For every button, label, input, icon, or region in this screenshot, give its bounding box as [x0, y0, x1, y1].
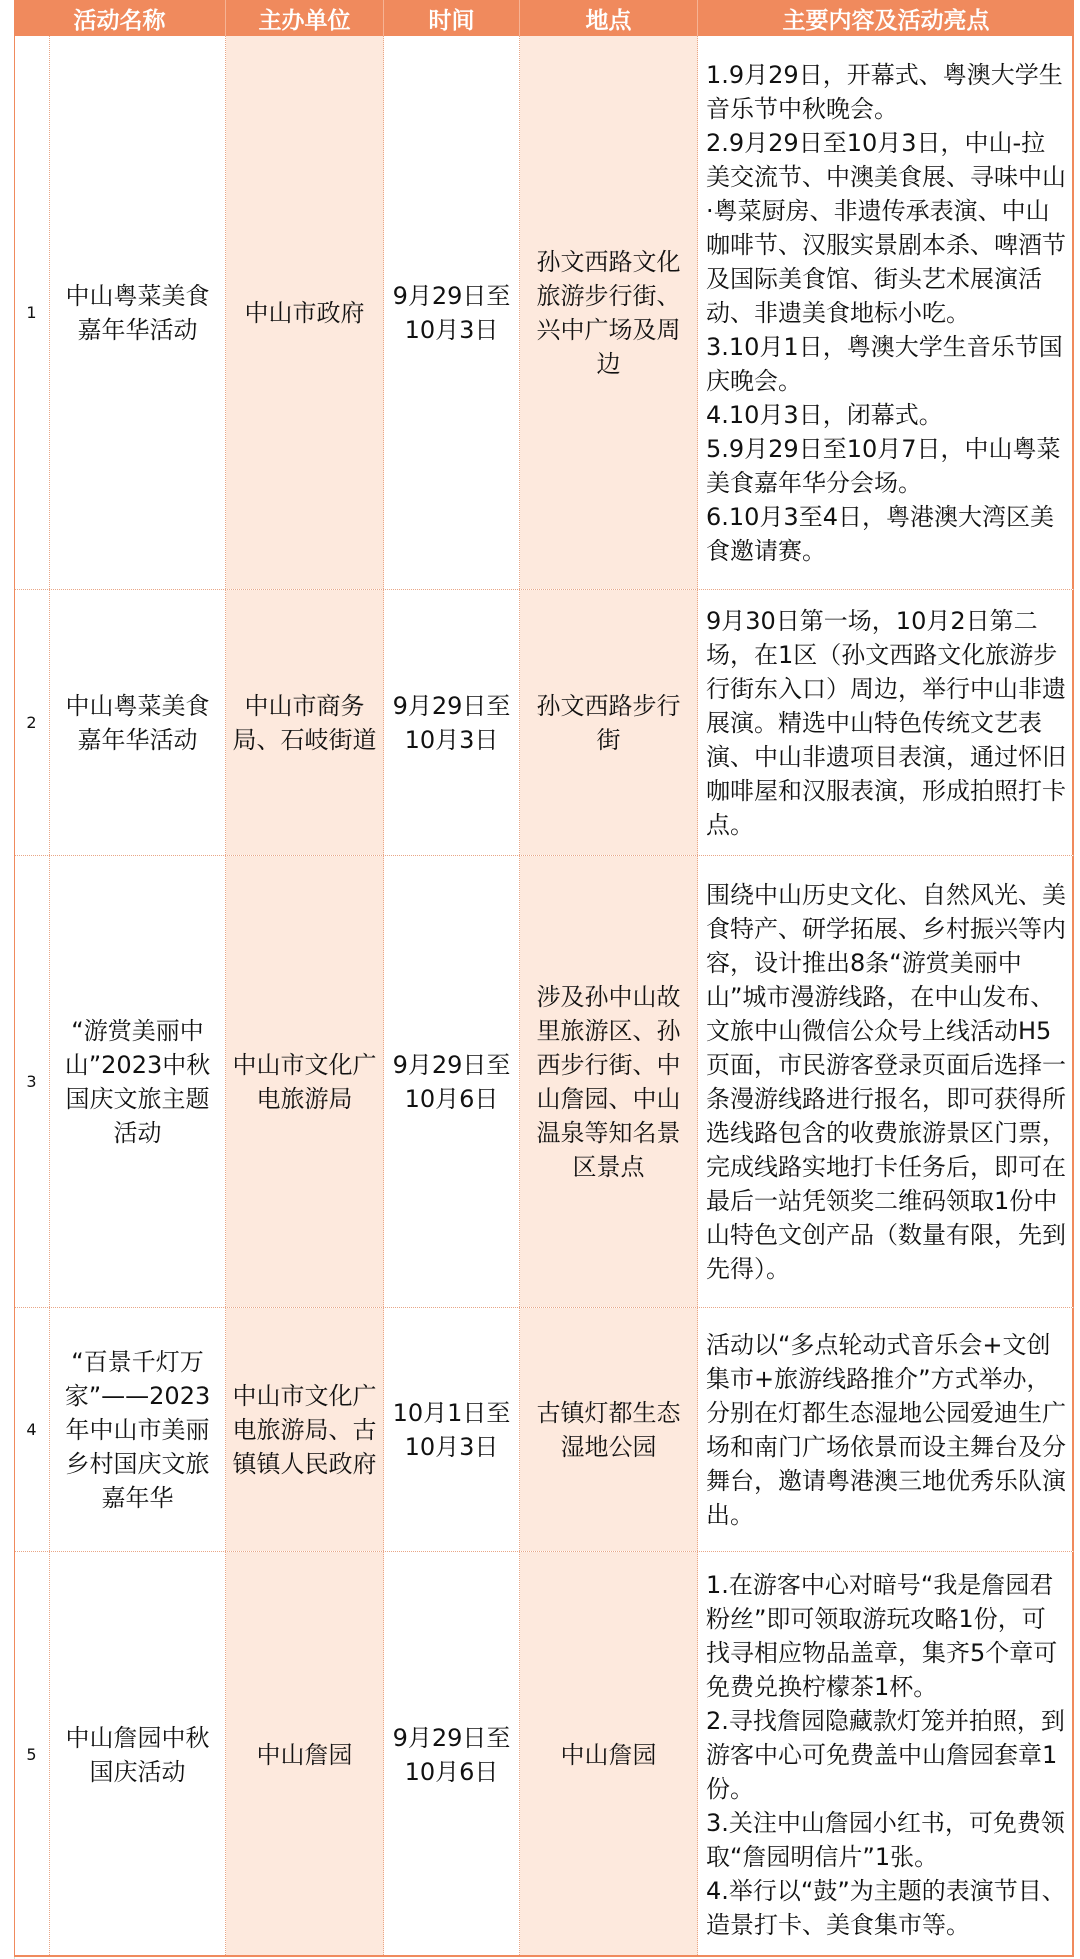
time: 9月29日至10月3日	[384, 36, 520, 589]
organizer: 中山市政府	[226, 36, 384, 589]
place: 孙文西路步行街	[520, 590, 698, 855]
content	[698, 590, 1074, 855]
activity-name: “百景千灯万家”——2023年中山市美丽乡村国庆文旅嘉年华	[50, 1308, 226, 1551]
activity-name: “游赏美丽中山”2023中秋国庆文旅主题活动	[50, 856, 226, 1307]
table-row	[14, 590, 1074, 856]
row-index: 1	[14, 36, 50, 589]
header-time: 时间	[384, 0, 520, 36]
activity-name: 中山粤菜美食嘉年华活动	[50, 590, 226, 855]
table-row	[14, 1552, 1074, 1957]
organizer: 中山詹园	[226, 1552, 384, 1957]
place: 涉及孙中山故里旅游区、孙西步行街、中山詹园、中山温泉等知名景区景点	[520, 856, 698, 1307]
time: 10月1日至10月3日	[384, 1308, 520, 1551]
time: 9月29日至10月3日	[384, 590, 520, 855]
header-place: 地点	[520, 0, 698, 36]
content	[698, 36, 1074, 589]
activity-name: 中山粤菜美食嘉年华活动	[50, 36, 226, 589]
table-header	[14, 0, 1074, 36]
header-organizer: 主办单位	[226, 0, 384, 36]
organizer: 中山市文化广电旅游局	[226, 856, 384, 1307]
place: 古镇灯都生态湿地公园	[520, 1308, 698, 1551]
organizer: 中山市文化广电旅游局、古镇镇人民政府	[226, 1308, 384, 1551]
table-row	[14, 856, 1074, 1308]
header-content: 主要内容及活动亮点	[782, 7, 990, 34]
row-index: 2	[14, 590, 50, 855]
row-index: 5	[14, 1552, 50, 1957]
time: 9月29日至10月6日	[384, 1552, 520, 1957]
table-row	[14, 36, 1074, 590]
content-text: 1.在游客中心对暗号“我是詹园君粉丝”即可领取游玩攻略1份，可找寻相应物品盖章，集齐5个章可免费兑换柠檬茶1杯。 2.寻找詹园隐藏款灯笼并拍照，到游客中心可免费盖中山詹园套章1份。 3.关注中山詹园小红书，可免费领取“詹园明信片”1张。 4.举行以“鼓”为主题的表演节目、造景打卡、美食集市等。	[706, 1570, 1066, 1939]
row-index: 4	[14, 1308, 50, 1551]
content	[698, 1308, 1074, 1551]
content-text: 9月30日第一场，10月2日第二场，在1区（孙文西路文化旅游步行街东入口）周边，举行中山非遗展演。精选中山特色传统文艺表演、中山非遗项目表演，通过怀旧咖啡屋和汉服表演，形成拍照打卡点。	[706, 606, 1066, 839]
header-activity-name: 活动名称	[14, 0, 226, 36]
place: 中山詹园	[520, 1552, 698, 1957]
content	[698, 1552, 1074, 1957]
place: 孙文西路文化旅游步行街、兴中广场及周边	[520, 36, 698, 589]
content-text: 活动以“多点轮动式音乐会+文创集市+旅游线路推介”方式举办，分别在灯都生态湿地公园爱迪生广场和南门广场依景而设主舞台及分舞台，邀请粤港澳三地优秀乐队演出。	[706, 1330, 1066, 1529]
table-body	[14, 36, 1074, 1957]
organizer: 中山市商务局、石岐街道	[226, 590, 384, 855]
content	[698, 856, 1074, 1307]
time: 9月29日至10月6日	[384, 856, 520, 1307]
activity-name: 中山詹园中秋国庆活动	[50, 1552, 226, 1957]
table-row	[14, 1308, 1074, 1552]
content-text: 围绕中山历史文化、自然风光、美食特产、研学拓展、乡村振兴等内容，设计推出8条“游赏美丽中山”城市漫游线路，在中山发布、文旅中山微信公众号上线活动H5页面，市民游客登录页面后选择一条漫游线路进行报名，即可获得所选线路包含的收费旅游景区门票，完成线路实地打卡任务后，即可在最后一站凭领奖二维码领取1份中山特色文创产品（数量有限，先到先得）。	[706, 880, 1066, 1283]
row-index: 3	[14, 856, 50, 1307]
content-text: 1.9月29日，开幕式、粤澳大学生音乐节中秋晚会。 2.9月29日至10月3日，中山-拉美交流节、中澳美食展、寻味中山·粤菜厨房、非遗传承表演、中山咖啡节、汉服实景剧本杀、啤酒节及国际美食馆、街头艺术展演活动、非遗美食地标小吃。 3.10月1日，粤澳大学生音乐节国庆晚会。 4.10月3日，闭幕式。 5.9月29日至10月7日，中山粤菜美食嘉年华分会场。 6.10月3至4日，粤港澳大湾区美食邀请赛。	[706, 60, 1066, 565]
